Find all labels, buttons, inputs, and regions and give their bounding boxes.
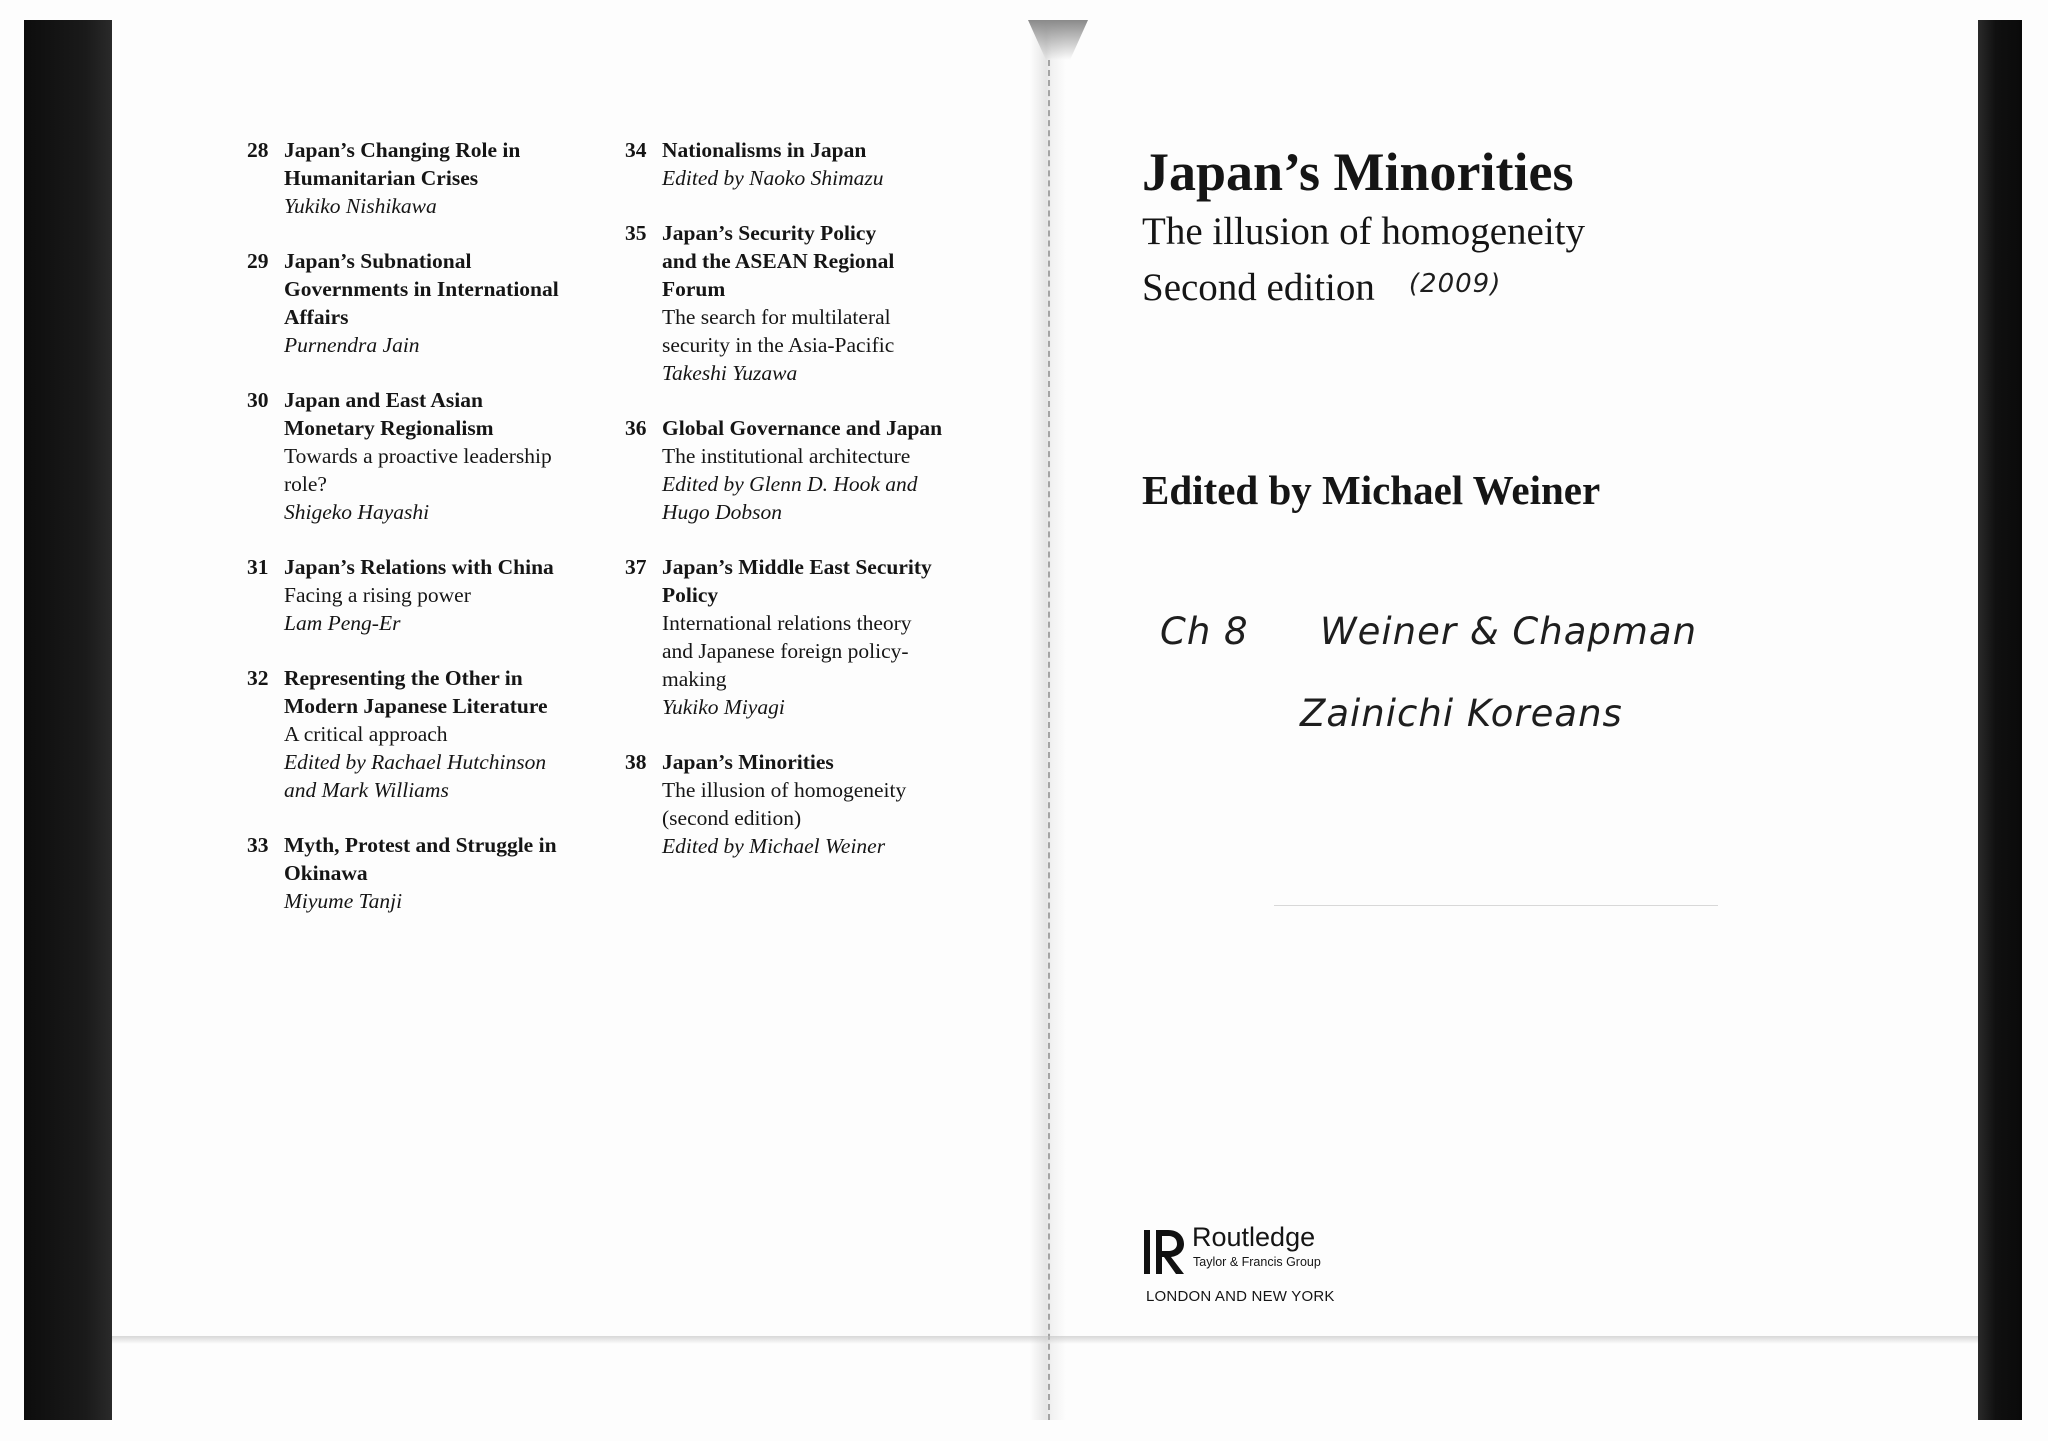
series-entry-title: Japan’s Subnational [284,249,472,273]
left-page-edge-shadow [24,20,112,1420]
bottom-scan-shadow [112,1336,1978,1344]
series-entry-title: Modern Japanese Literature [284,694,548,718]
series-entry-subtitle: (second edition) [662,806,802,830]
series-entry-subtitle: The search for multilateral [662,305,891,329]
publisher-name: Routledge [1192,1222,1316,1252]
series-column-right [622,136,1002,887]
series-column-left [244,136,604,942]
publisher-group: Taylor & Francis Group [1193,1255,1321,1269]
series-entry-author: Miyume Tanji [284,889,403,913]
handwritten-chapter-note: Ch 8 [1160,610,1249,653]
series-entry [244,247,604,359]
series-entry-author: Hugo Dobson [662,500,783,524]
series-entry-title: Representing the Other in [284,666,523,690]
series-entry [244,831,604,915]
publisher-city: LONDON AND NEW YORK [1146,1288,1335,1305]
series-entry-title: Policy [662,583,719,607]
series-entry-number: 28 [247,138,269,162]
series-entry-title: Nationalisms in Japan [662,138,867,162]
series-entry [622,219,1002,387]
series-entry-subtitle: International relations theory [662,611,912,635]
series-entry-title: Japan’s Changing Role in [284,138,521,162]
series-entry [244,136,604,220]
series-entry-author: and Mark Williams [284,778,449,802]
series-entry-title: Global Governance and Japan [662,416,943,440]
series-entry-subtitle: making [662,667,727,691]
series-entry-author: Shigeko Hayashi [284,500,430,524]
series-entry-number: 37 [625,555,647,579]
series-entry-number: 31 [247,555,269,579]
series-entry-author: Yukiko Nishikawa [284,194,437,218]
series-entry [244,386,604,526]
series-entry-author: Takeshi Yuzawa [662,361,798,385]
series-entry [622,748,1002,860]
series-entry-title: Governments in International [284,277,559,301]
right-page-edge-shadow [1978,20,2022,1420]
series-entry-author: Edited by Michael Weiner [662,834,886,858]
book-editor: Edited by Michael Weiner [1142,467,1601,513]
series-entry-title: Okinawa [284,861,368,885]
book-subtitle: The illusion of homogeneity [1142,210,1586,253]
series-entry-title: Humanitarian Crises [284,166,479,190]
series-entry-title: Affairs [284,305,349,329]
series-entry-author: Lam Peng-Er [284,611,401,635]
series-entry [244,553,604,637]
series-entry-subtitle: and Japanese foreign policy- [662,639,909,663]
series-entry-title: Japan’s Middle East Security [662,555,932,579]
series-entry [622,414,1002,526]
series-entry-title: Monetary Regionalism [284,416,494,440]
series-entry-number: 36 [625,416,647,440]
series-entry-subtitle: Towards a proactive leadership [284,444,552,468]
book-title: Japan’s Minorities [1142,142,1574,202]
gutter-fold-line [1048,60,1050,1420]
title-block [1142,140,1942,320]
book-edition: Second edition [1142,266,1375,309]
series-entry-title: Japan’s Minorities [662,750,834,774]
edition-row [1142,260,1942,320]
series-entry-subtitle: security in the Asia-Pacific [662,333,895,357]
series-entry [622,136,1002,192]
series-entry-title: Japan’s Relations with China [284,555,554,579]
series-entry-number: 35 [625,221,647,245]
series-entry-author: Edited by Naoko Shimazu [662,166,884,190]
series-entry-subtitle: Facing a rising power [284,583,471,607]
handwritten-authors-note: Weiner & Chapman [1320,610,1698,653]
series-entry-title: Forum [662,277,726,301]
series-entry-author: Purnendra Jain [284,333,420,357]
publisher-imprint [1144,1222,1404,1312]
series-entry-subtitle: role? [284,472,327,496]
series-entry-subtitle: The illusion of homogeneity [662,778,907,802]
series-entry-title: and the ASEAN Regional [662,249,895,273]
series-entry-title: Japan and East Asian [284,388,483,412]
series-entry-subtitle: A critical approach [284,722,448,746]
handwritten-year: (2009) [1408,269,1502,299]
series-entry-number: 33 [247,833,269,857]
series-entry-number: 32 [247,666,269,690]
series-entry-number: 34 [625,138,647,162]
series-entry-author: Edited by Glenn D. Hook and [662,472,918,496]
series-entry-author: Yukiko Miyagi [662,695,785,719]
series-entry [244,664,604,804]
series-entry-number: 29 [247,249,269,273]
divider-rule [1274,905,1718,906]
series-entry-number: 38 [625,750,647,774]
series-entry-subtitle: The institutional architecture [662,444,911,468]
series-entry [622,553,1002,721]
series-entry-author: Edited by Rachael Hutchinson [284,750,547,774]
handwritten-topic-note: Zainichi Koreans [1300,692,1623,735]
series-entry-title: Myth, Protest and Struggle in [284,833,557,857]
routledge-logo-icon [1144,1226,1188,1278]
series-entry-number: 30 [247,388,269,412]
series-entry-title: Japan’s Security Policy [662,221,877,245]
